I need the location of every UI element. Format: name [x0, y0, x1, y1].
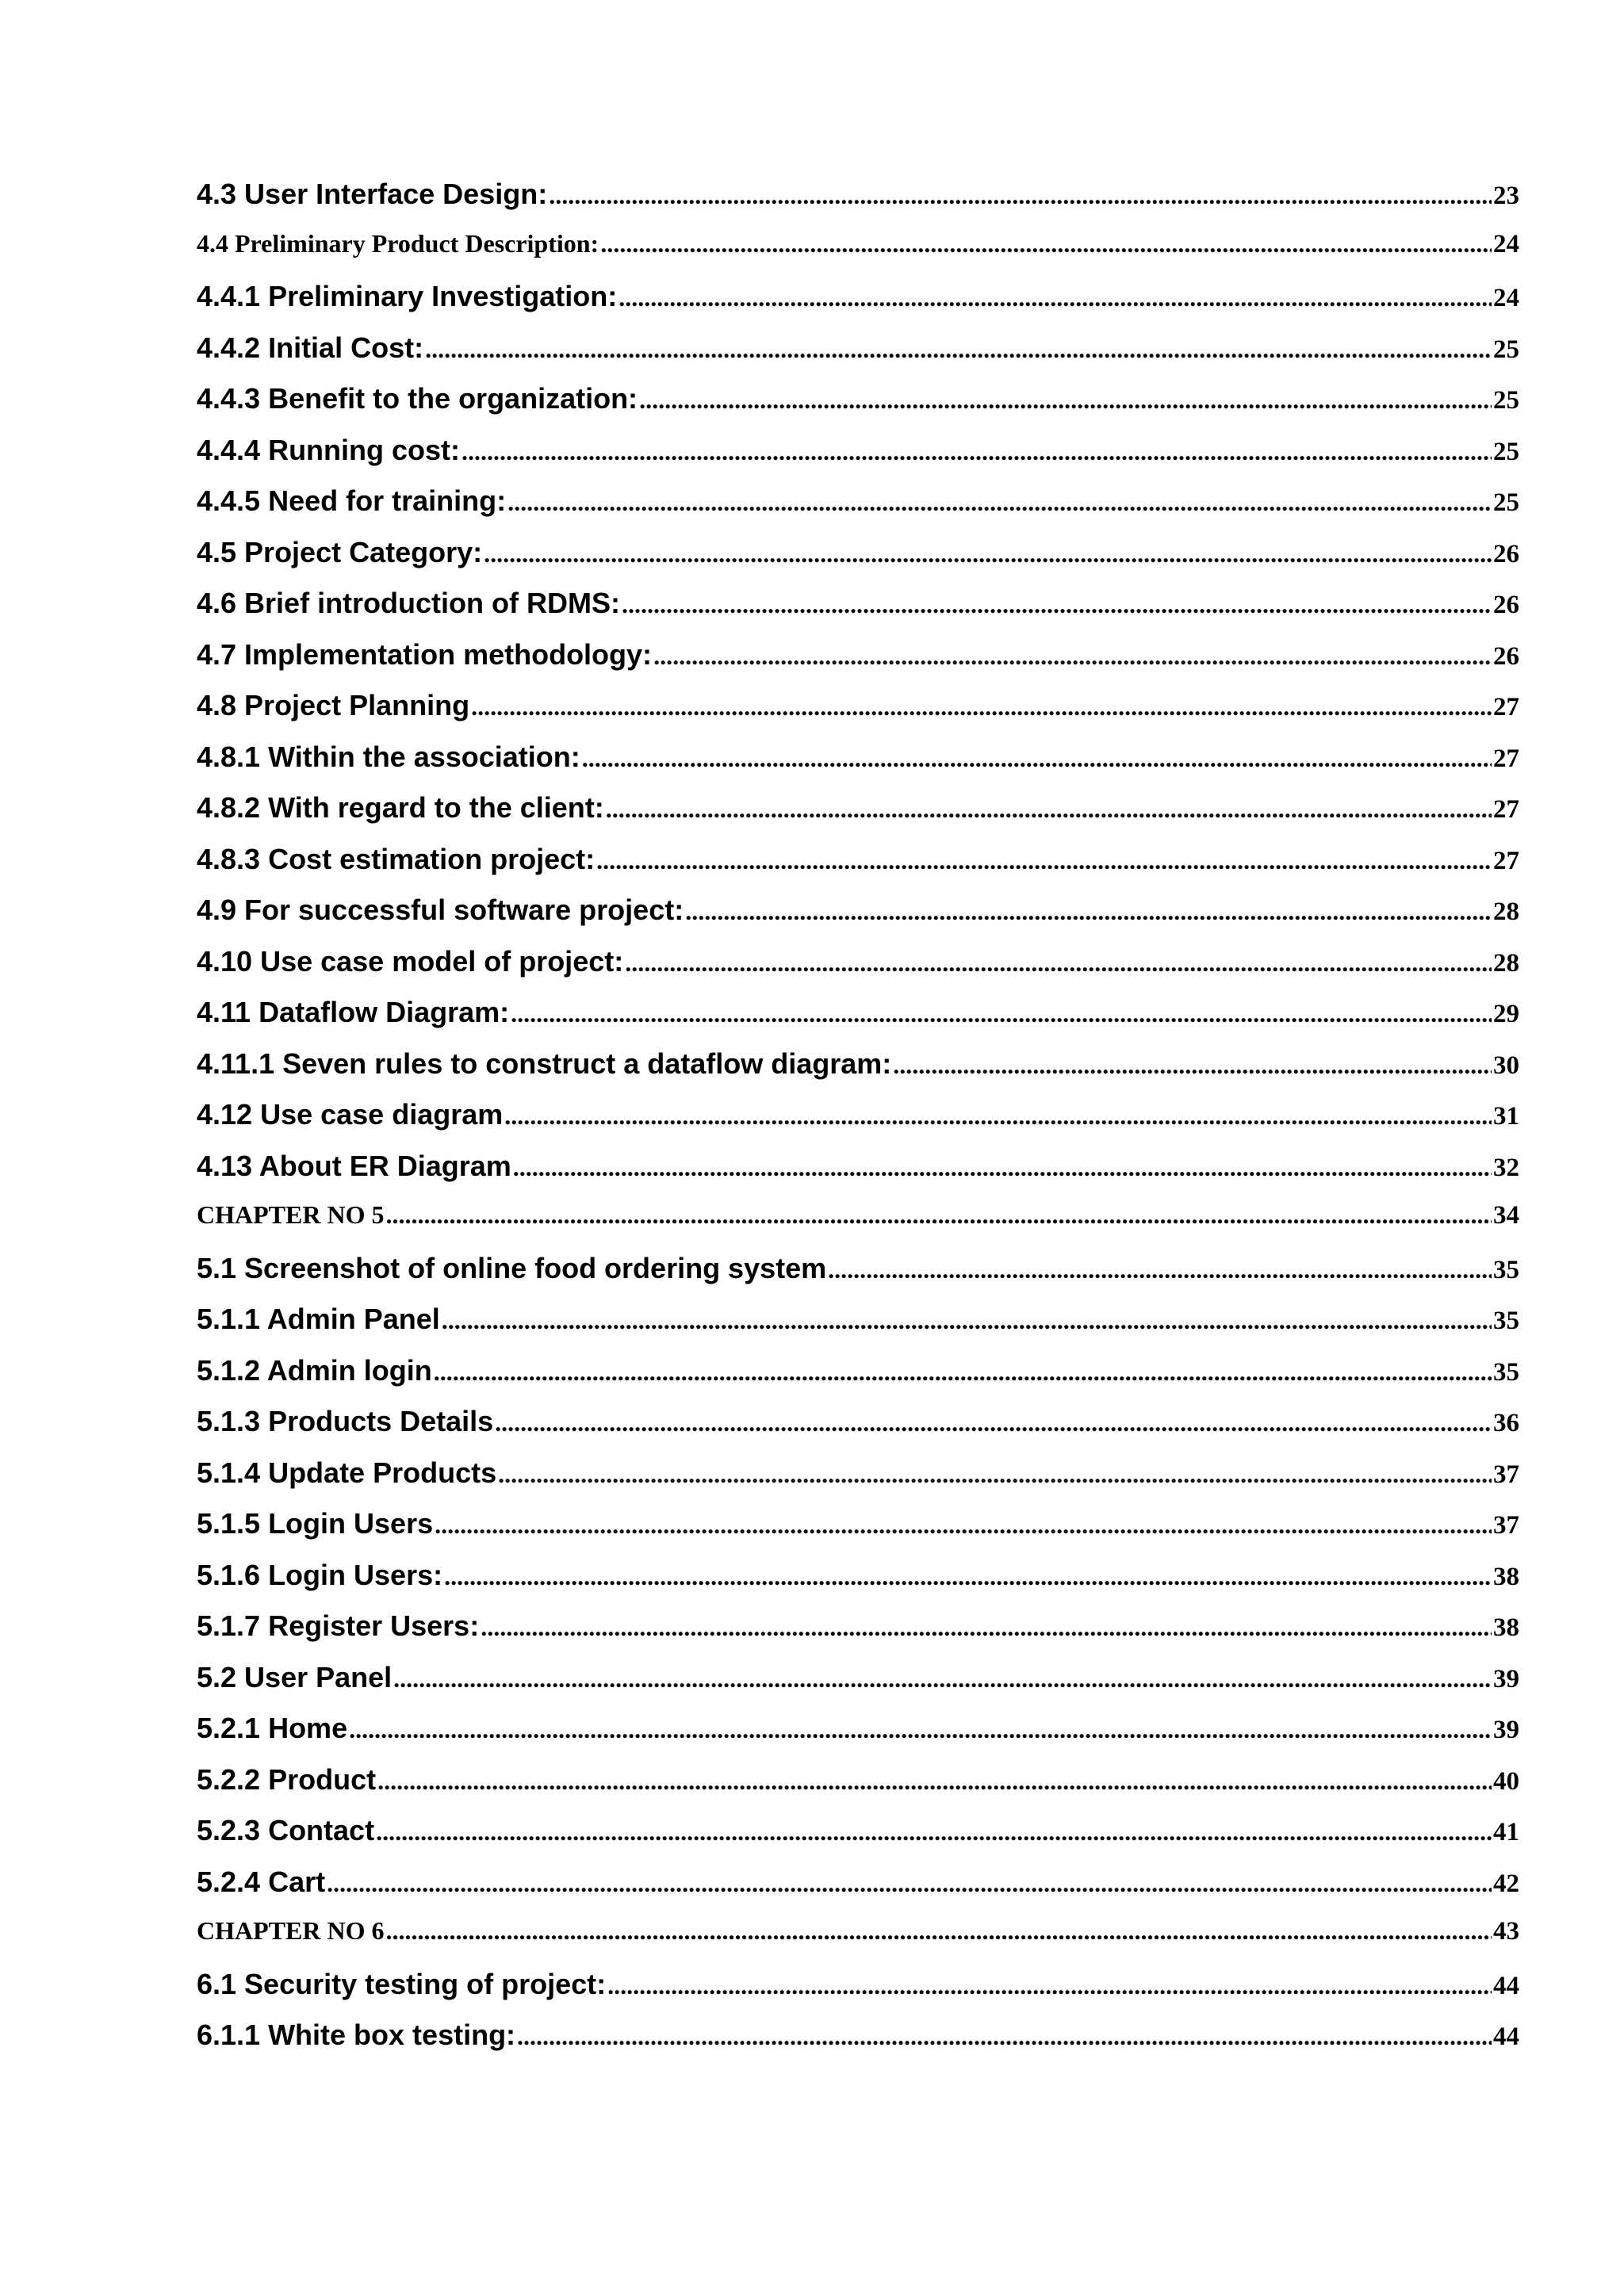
toc-entry[interactable] [197, 1916, 1519, 1968]
toc-dot-leader [481, 1613, 1492, 1642]
toc-entry-page-number: 34 [1493, 1201, 1519, 1230]
toc-dot-leader [495, 1408, 1492, 1437]
toc-entry-page-number: 43 [1493, 1917, 1519, 1946]
toc-entry-page-number: 26 [1493, 641, 1519, 671]
toc-entry-title: 4.4.4 Running cost: [197, 433, 461, 466]
toc-dot-leader [442, 1306, 1492, 1335]
toc-entry[interactable] [197, 280, 1519, 331]
toc-dot-leader [444, 1562, 1492, 1591]
toc-entry-title: 4.4 Preliminary Product Description: [197, 228, 599, 258]
toc-entry-page-number: 32 [1493, 1153, 1519, 1182]
toc-entry-page-number: 27 [1493, 795, 1519, 824]
toc-entry-page-number: 39 [1493, 1664, 1519, 1693]
table-of-contents [197, 178, 1519, 2070]
toc-dot-leader [606, 794, 1492, 824]
toc-dot-leader [513, 1153, 1492, 1182]
toc-entry-page-number: 25 [1493, 386, 1519, 415]
toc-entry[interactable] [197, 1507, 1519, 1559]
toc-entry[interactable] [197, 434, 1519, 485]
toc-entry[interactable] [197, 740, 1519, 792]
toc-dot-leader [349, 1715, 1492, 1744]
toc-dot-leader [377, 1766, 1492, 1796]
toc-entry-title: 4.9 For successful software project: [197, 894, 684, 926]
toc-entry-title: 4.6 Brief introduction of RDMS: [197, 587, 620, 619]
toc-entry-page-number: 24 [1493, 229, 1519, 258]
toc-dot-leader [393, 1664, 1492, 1693]
toc-dot-leader [376, 1817, 1492, 1846]
toc-entry-title: 4.13 About ER Diagram [197, 1149, 511, 1182]
toc-entry-title: 4.8 Project Planning [197, 689, 470, 721]
toc-entry-title: 5.1.4 Update Products [197, 1456, 497, 1489]
toc-entry[interactable] [197, 484, 1519, 536]
toc-entry[interactable] [197, 331, 1519, 383]
toc-entry[interactable] [197, 1712, 1519, 1763]
toc-dot-leader [508, 488, 1492, 517]
toc-dot-leader [685, 897, 1492, 926]
toc-entry[interactable] [197, 1405, 1519, 1456]
toc-dot-leader [607, 1971, 1492, 2000]
toc-entry-page-number: 38 [1493, 1613, 1519, 1642]
toc-dot-leader [434, 1357, 1492, 1387]
toc-entry-title: 5.1.7 Register Users: [197, 1609, 480, 1642]
toc-entry-title: CHAPTER NO 5 [197, 1200, 385, 1229]
toc-dot-leader [828, 1255, 1492, 1284]
toc-entry[interactable] [197, 1763, 1519, 1815]
toc-entry[interactable] [197, 894, 1519, 945]
toc-dot-leader [327, 1869, 1492, 1898]
toc-dot-leader [484, 539, 1492, 568]
toc-entry-title: 4.7 Implementation methodology: [197, 637, 653, 671]
toc-dot-leader [639, 385, 1492, 415]
toc-dot-leader [498, 1460, 1492, 1489]
toc-entry-title: 4.4.1 Preliminary Investigation: [197, 280, 618, 312]
toc-entry-page-number: 37 [1493, 1511, 1519, 1540]
toc-entry-page-number: 38 [1493, 1562, 1519, 1591]
toc-entry-title: 5.1.5 Login Users [197, 1507, 434, 1540]
toc-entry[interactable] [197, 791, 1519, 843]
toc-entry-title: 4.8.3 Cost estimation project: [197, 842, 596, 875]
toc-entry-title: 4.8.2 With regard to the client: [197, 791, 604, 824]
toc-entry-page-number: 39 [1493, 1716, 1519, 1744]
toc-entry-page-number: 44 [1493, 1971, 1519, 2000]
toc-entry-title: 4.3 User Interface Design: [197, 178, 548, 210]
toc-entry-title: 5.2.4 Cart [197, 1865, 326, 1898]
toc-entry[interactable] [197, 1559, 1519, 1610]
toc-dot-leader [596, 846, 1492, 875]
toc-entry-title: 5.1.6 Login Users: [197, 1558, 443, 1591]
toc-entry-page-number: 26 [1493, 591, 1519, 619]
toc-entry[interactable] [197, 587, 1519, 638]
toc-entry[interactable] [197, 2019, 1519, 2070]
toc-entry-title: 4.4.2 Initial Cost: [197, 331, 424, 364]
toc-entry-title: 4.8.1 Within the association: [197, 740, 580, 773]
toc-dot-leader [653, 641, 1492, 671]
toc-dot-leader [425, 335, 1492, 364]
toc-entry-title: 4.12 Use case diagram [197, 1098, 504, 1131]
toc-entry-page-number: 31 [1493, 1102, 1519, 1131]
toc-dot-leader [504, 1101, 1492, 1131]
toc-entry[interactable] [197, 536, 1519, 587]
toc-entry[interactable] [197, 1354, 1519, 1406]
toc-entry-title: CHAPTER NO 6 [197, 1916, 385, 1945]
toc-entry-page-number: 41 [1493, 1818, 1519, 1846]
toc-entry[interactable] [197, 1456, 1519, 1508]
toc-entry-title: 4.4.3 Benefit to the organization: [197, 382, 638, 415]
toc-entry-page-number: 27 [1493, 693, 1519, 721]
toc-entry-page-number: 25 [1493, 335, 1519, 364]
toc-entry[interactable] [197, 843, 1519, 894]
toc-dot-leader [600, 229, 1492, 258]
toc-entry[interactable] [197, 1252, 1519, 1303]
toc-dot-leader [582, 744, 1492, 773]
toc-dot-leader [471, 692, 1492, 721]
toc-entry-page-number: 25 [1493, 488, 1519, 517]
toc-entry-title: 5.2 User Panel [197, 1660, 393, 1693]
toc-entry-title: 5.1.2 Admin login [197, 1353, 432, 1387]
toc-entry-page-number: 40 [1493, 1766, 1519, 1796]
toc-entry[interactable] [197, 945, 1519, 997]
toc-entry[interactable] [197, 689, 1519, 740]
toc-entry[interactable] [197, 229, 1519, 281]
toc-entry-page-number: 28 [1493, 948, 1519, 978]
toc-dot-leader [619, 283, 1492, 312]
toc-entry[interactable] [197, 1609, 1519, 1661]
toc-entry-title: 6.1.1 White box testing: [197, 2019, 516, 2051]
toc-dot-leader [625, 948, 1492, 978]
toc-entry-page-number: 35 [1493, 1307, 1519, 1335]
toc-entry[interactable] [197, 1968, 1519, 2019]
toc-entry[interactable] [197, 1303, 1519, 1354]
toc-entry-title: 5.2.2 Product [197, 1762, 377, 1796]
toc-entry[interactable] [197, 996, 1519, 1047]
toc-dot-leader [462, 437, 1492, 466]
toc-entry[interactable] [197, 178, 1519, 229]
toc-entry-title: 4.4.5 Need for training: [197, 484, 507, 517]
toc-entry-page-number: 25 [1493, 437, 1519, 466]
toc-dot-leader [549, 181, 1492, 210]
toc-entry-page-number: 36 [1493, 1409, 1519, 1437]
toc-entry-title: 5.2.3 Contact [197, 1814, 375, 1846]
toc-entry-page-number: 35 [1493, 1255, 1519, 1284]
toc-entry-title: 5.1 Screenshot of online food ordering system [197, 1251, 827, 1284]
toc-entry[interactable] [197, 1200, 1519, 1252]
toc-entry[interactable] [197, 1661, 1519, 1712]
toc-entry-page-number: 28 [1493, 897, 1519, 926]
toc-entry[interactable] [197, 1814, 1519, 1866]
toc-entry-title: 5.1.3 Products Details [197, 1405, 494, 1437]
toc-entry-page-number: 44 [1493, 2022, 1519, 2051]
toc-entry-page-number: 27 [1493, 846, 1519, 875]
toc-entry-page-number: 30 [1493, 1050, 1519, 1080]
toc-entry-page-number: 35 [1493, 1357, 1519, 1387]
toc-dot-leader [517, 2022, 1492, 2051]
toc-entry-title: 6.1 Security testing of project: [197, 1967, 607, 2000]
toc-dot-leader [511, 999, 1492, 1028]
toc-entry-page-number: 27 [1493, 744, 1519, 773]
toc-entry-page-number: 26 [1493, 539, 1519, 568]
toc-entry[interactable] [197, 1047, 1519, 1099]
toc-entry-title: 5.2.1 Home [197, 1712, 348, 1744]
toc-entry[interactable] [197, 1098, 1519, 1150]
toc-entry-title: 4.11.1 Seven rules to construct a dataflow diagram: [197, 1047, 892, 1080]
toc-dot-leader [893, 1050, 1492, 1080]
toc-entry-title: 4.11 Dataflow Diagram: [197, 996, 510, 1028]
toc-entry-page-number: 23 [1493, 182, 1519, 210]
toc-dot-leader [435, 1510, 1492, 1540]
toc-entry[interactable] [197, 382, 1519, 434]
toc-dot-leader [385, 1916, 1492, 1946]
toc-entry[interactable] [197, 638, 1519, 690]
toc-entry-page-number: 37 [1493, 1460, 1519, 1489]
toc-entry-page-number: 24 [1493, 284, 1519, 312]
toc-entry-page-number: 42 [1493, 1869, 1519, 1898]
toc-entry-title: 4.10 Use case model of project: [197, 944, 624, 978]
toc-entry[interactable] [197, 1866, 1519, 1917]
toc-entry[interactable] [197, 1150, 1519, 1201]
toc-entry-title: 5.1.1 Admin Panel [197, 1303, 440, 1335]
toc-entry-page-number: 29 [1493, 1000, 1519, 1028]
toc-entry-title: 4.5 Project Category: [197, 535, 483, 568]
toc-dot-leader [622, 590, 1492, 619]
toc-dot-leader [385, 1200, 1492, 1230]
